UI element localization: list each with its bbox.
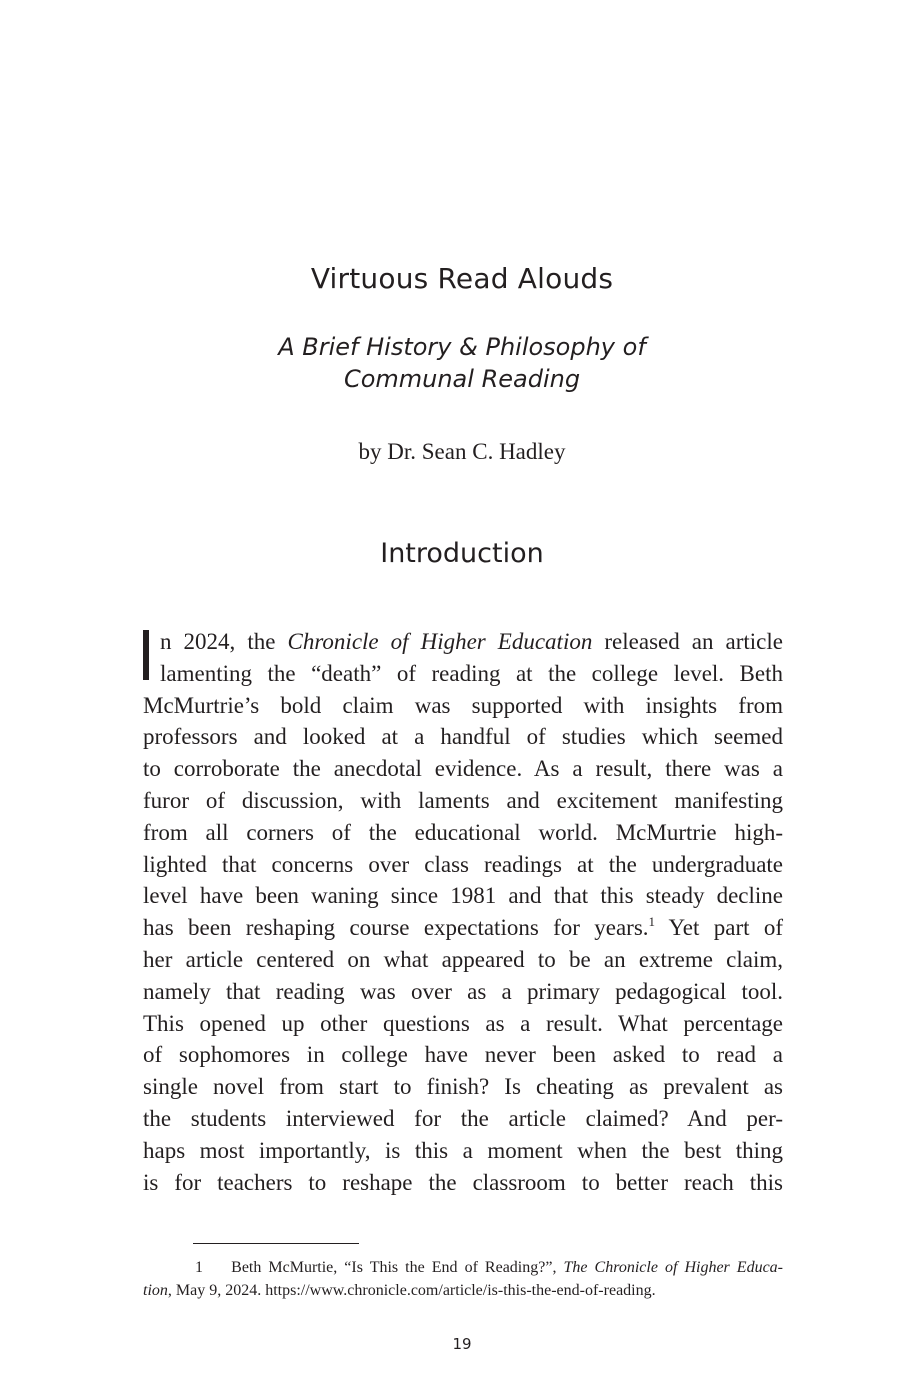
section-heading: Introduction [380,538,544,569]
body-line: level have been waning since 1981 and that this steady decline [143,883,783,909]
body-line: is for teachers to reshape the classroom to better reach this [143,1169,783,1195]
author-byline: by Dr. Sean C. Hadley [358,439,566,464]
publication-title: Chronicle of Higher Education [287,629,593,654]
body-line: the students interviewed for the article claimed? And per- [143,1105,783,1131]
subtitle-line-1: A Brief History & Philosophy of [278,333,646,361]
drop-cap [143,630,149,680]
footnote-divider [193,1243,359,1244]
body-line: single novel from start to finish? Is cheating as prevalent as [143,1074,783,1100]
body-line: from all corners of the educational world. McMurtrie high- [143,819,783,845]
page-number: 19 [452,1335,472,1353]
body-line: lighted that concerns over class readings at the undergraduate [143,851,783,877]
subtitle-line-2: Communal Reading [343,365,581,393]
body-line: to corroborate the anecdotal evidence. As a result, there was a [143,756,783,782]
footnote-line: tion, May 9, 2024. https://www.chronicle.com/article/is-this-the-end-of-reading. [143,1282,656,1299]
body-line: McMurtrie’s bold claim was supported with insights from [143,692,783,718]
body-line: has been reshaping course expectations for years.$^1$ Yet part of [143,914,783,941]
body-line: lamenting the “death” of reading at the college level. Beth [160,660,783,686]
body-line: namely that reading was over as a primary pedagogical tool. [143,978,783,1004]
body-line: This opened up other questions as a result. What percentage [143,1010,783,1036]
footnote [143,1256,783,1302]
footnote-number: 1 [195,1259,203,1276]
body-line: professors and looked at a handful of studies which seemed [143,724,783,750]
subtitle [0,331,897,395]
body-line: furor of discussion, with laments and excitement manifesting [143,787,783,813]
body-line: her article centered on what appeared to be an extreme claim, [143,946,783,972]
body-line: of sophomores in college have never been asked to read a [143,1042,783,1068]
body-paragraph [143,626,783,1198]
body-line: n 2024, the Chronicle of Higher Education released an article [160,629,783,654]
footnote-link: , May 9, 2024. https://www.chronicle.com/article/is-this-the-end-of-reading. [167,1282,656,1299]
body-line: haps most importantly, is this a moment when the best thing [143,1137,783,1163]
page-title: Virtuous Read Alouds [310,262,614,295]
footnote-reference: 1 [648,914,656,930]
footnote-line: 1 Beth McMurtie, “Is This the End of Reading?”, The Chronicle of Higher Educa- [195,1259,784,1276]
